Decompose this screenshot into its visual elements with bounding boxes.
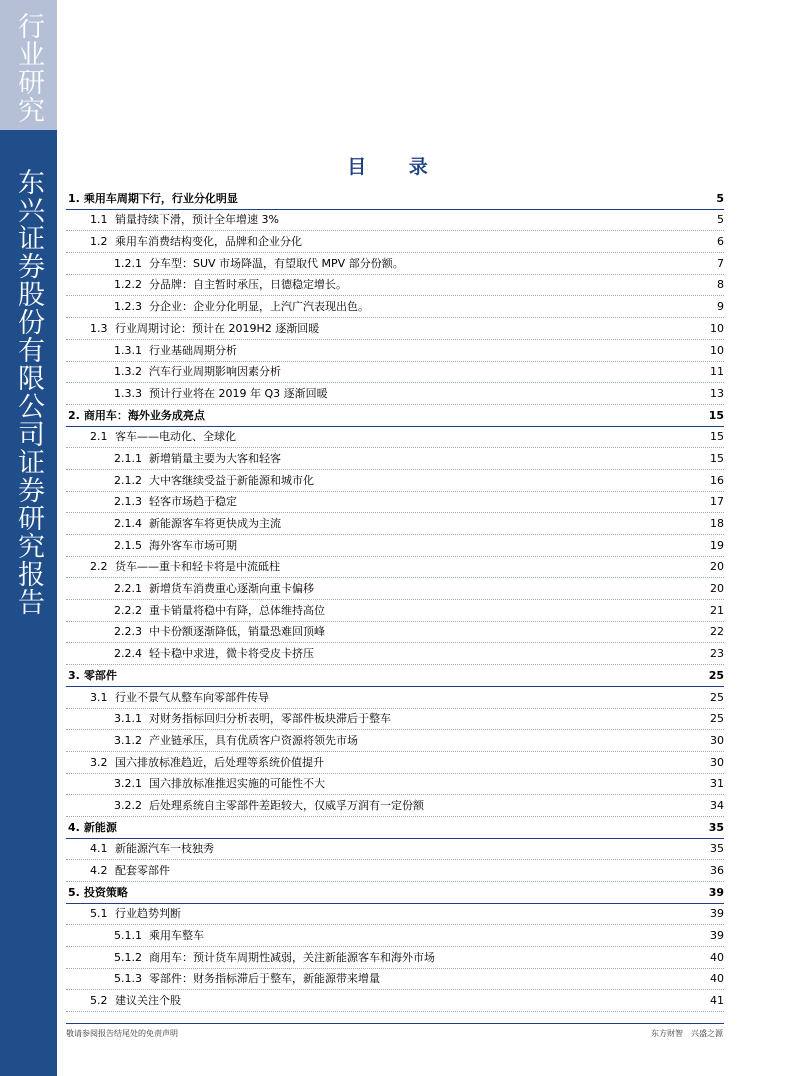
- toc-entry[interactable]: [66, 709, 724, 731]
- toc-entry-number: 2.2.2: [114, 603, 142, 617]
- toc-entry[interactable]: [66, 817, 724, 839]
- toc-entry[interactable]: [66, 492, 724, 514]
- toc-entry-page: 17: [710, 495, 724, 509]
- toc-entry[interactable]: [66, 600, 724, 622]
- toc-entry-number: 2.1.1: [114, 451, 142, 465]
- toc-entry[interactable]: [66, 990, 724, 1012]
- toc-entry-text: 新增货车消费重心逐渐向重卡偏移: [149, 582, 314, 596]
- toc-entry[interactable]: [66, 340, 724, 362]
- toc-entry-text: 行业趋势判断: [115, 907, 181, 921]
- toc-entry-number: 4.1: [90, 842, 108, 856]
- toc-entry-text: 后处理系统自主零部件差距较大，仅威孚万润有一定份额: [149, 798, 424, 812]
- toc-entry-page: 34: [710, 798, 724, 812]
- toc-entry-page: 20: [710, 560, 724, 574]
- toc-entry-number: 5.2: [90, 994, 108, 1008]
- toc-entry-number: 2.2.1: [114, 582, 142, 596]
- toc-entry[interactable]: [66, 210, 724, 232]
- toc-entry-number: 2.1.5: [114, 538, 142, 552]
- toc-entry-text: 中卡份额逐渐降低，销量恐难回顶峰: [149, 625, 325, 639]
- toc-entry-page: 39: [710, 907, 724, 921]
- toc-entry-page: 25: [710, 712, 724, 726]
- toc-entry-text: 销量持续下滑，预计全年增速 3%: [115, 213, 279, 227]
- toc-entry-page: 13: [710, 386, 724, 400]
- toc-entry[interactable]: [66, 296, 724, 318]
- toc-entry-page: 31: [710, 777, 724, 791]
- toc-entry-number: 2.: [68, 408, 80, 422]
- toc-entry-page: 41: [710, 994, 724, 1008]
- toc-entry-page: 22: [710, 625, 724, 639]
- toc-entry-page: 5: [716, 191, 724, 205]
- toc-entry[interactable]: [66, 405, 724, 427]
- toc-entry-number: 1.: [68, 191, 80, 205]
- toc-entry-page: 40: [710, 950, 724, 964]
- toc-entry[interactable]: [66, 882, 724, 904]
- toc-entry-number: 3.2.1: [114, 777, 142, 791]
- toc-entry-page: 39: [710, 929, 724, 943]
- toc-entry-page: 36: [710, 864, 724, 877]
- toc-entry-number: 2.2: [90, 560, 108, 574]
- toc-entry-number: 2.2.3: [114, 625, 142, 639]
- toc-entry[interactable]: [66, 188, 724, 210]
- toc-entry[interactable]: [66, 362, 724, 384]
- toc-entry-text: 乘用车整车: [149, 929, 204, 943]
- toc-entry-text: 投资策略: [83, 885, 128, 899]
- toc-entry-page: 10: [710, 321, 724, 335]
- toc-entry-text: 新能源客车将更快成为主流: [149, 517, 281, 530]
- toc-entry[interactable]: [66, 383, 724, 405]
- page-title: 目 录: [347, 156, 446, 178]
- toc-entry[interactable]: [66, 448, 724, 470]
- toc-entry-page: 23: [710, 647, 724, 661]
- toc-entry-number: 1.3: [90, 321, 108, 335]
- table-of-contents: [66, 188, 724, 1012]
- toc-entry-page: 21: [710, 603, 724, 617]
- toc-entry[interactable]: [66, 795, 724, 817]
- toc-entry-page: 19: [710, 538, 724, 552]
- toc-entry[interactable]: [66, 969, 724, 991]
- sidebar-bottom-label: 东兴证券股份有限公司证券研究报告: [13, 168, 44, 616]
- sidebar-top-label: 行业研究: [13, 12, 44, 124]
- toc-entry-page: 9: [717, 300, 724, 314]
- toc-entry[interactable]: [66, 318, 724, 340]
- toc-entry-text: 国六排放标准推迟实施的可能性不大: [149, 777, 325, 791]
- toc-entry[interactable]: [66, 557, 724, 579]
- toc-entry[interactable]: [66, 470, 724, 492]
- toc-entry-number: 1.2.1: [114, 256, 142, 270]
- toc-entry-number: 3.1: [90, 690, 108, 704]
- toc-entry[interactable]: [66, 947, 724, 969]
- toc-entry[interactable]: [66, 643, 724, 665]
- toc-entry-number: 2.1.3: [114, 495, 142, 509]
- toc-entry-page: 35: [708, 820, 724, 834]
- toc-entry-number: 1.2: [90, 235, 108, 249]
- toc-entry-page: 30: [710, 733, 724, 747]
- toc-entry-page: 15: [708, 408, 724, 422]
- toc-entry-page: 15: [710, 451, 724, 465]
- toc-entry[interactable]: [66, 730, 724, 752]
- toc-entry-text: 零部件: [83, 668, 117, 682]
- toc-entry-page: 25: [710, 690, 724, 704]
- toc-entry-text: 对财务指标回归分析表明，零部件板块滞后于整车: [149, 712, 391, 726]
- toc-entry-number: 3.2.2: [114, 798, 142, 812]
- toc-entry-number: 1.3.1: [114, 343, 142, 357]
- toc-entry-page: 16: [710, 473, 724, 487]
- toc-entry-text: 新增销量主要为大客和轻客: [149, 451, 281, 465]
- toc-entry-page: 8: [717, 278, 724, 292]
- toc-entry-number: 4.: [68, 820, 80, 834]
- toc-entry-number: 5.1.1: [114, 929, 142, 943]
- toc-entry[interactable]: [66, 513, 724, 535]
- toc-entry-text: 货车——重卡和轻卡将是中流砥柱: [115, 560, 280, 574]
- toc-entry[interactable]: [66, 622, 724, 644]
- toc-entry-text: 行业周期讨论：预计在 2019H2 逐渐回暖: [115, 321, 320, 335]
- toc-entry-page: 11: [710, 365, 724, 379]
- toc-entry-number: 2.2.4: [114, 647, 142, 661]
- toc-entry-text: 汽车行业周期影响因素分析: [149, 365, 281, 379]
- toc-entry[interactable]: [66, 231, 724, 253]
- toc-entry-page: 18: [710, 517, 724, 530]
- toc-entry-text: 乘用车周期下行，行业分化明显: [83, 191, 238, 205]
- toc-entry-text: 乘用车消费结构变化，品牌和企业分化: [115, 235, 302, 249]
- toc-entry-number: 1.1: [90, 213, 108, 227]
- toc-entry-page: 30: [710, 755, 724, 769]
- toc-entry-page: 5: [717, 213, 724, 227]
- toc-entry[interactable]: [66, 578, 724, 600]
- toc-entry-text: 新能源: [83, 820, 117, 834]
- sidebar-bottom-band: [0, 130, 57, 1076]
- toc-entry[interactable]: [66, 925, 724, 947]
- toc-entry-number: 3.2: [90, 755, 108, 769]
- toc-entry-text: 轻卡稳中求进，微卡将受皮卡挤压: [149, 647, 314, 661]
- toc-entry-number: 5.1.2: [114, 950, 142, 964]
- toc-entry[interactable]: [66, 774, 724, 796]
- toc-entry-text: 配套零部件: [115, 864, 170, 877]
- toc-entry-text: 商用车：海外业务成亮点: [83, 408, 205, 422]
- toc-entry-text: 重卡销量将稳中有降，总体维持高位: [149, 603, 325, 617]
- toc-entry[interactable]: [66, 665, 724, 687]
- toc-entry-text: 大中客继续受益于新能源和城市化: [149, 473, 314, 487]
- toc-entry-text: 海外客车市场可期: [149, 538, 237, 552]
- toc-entry-number: 1.2.3: [114, 300, 142, 314]
- toc-entry-text: 分企业：企业分化明显，上汽广汽表现出色。: [149, 300, 369, 314]
- toc-entry-number: 1.3.2: [114, 365, 142, 379]
- footer-divider: [66, 1023, 724, 1024]
- toc-entry[interactable]: [66, 535, 724, 557]
- toc-entry-text: 国六排放标准趋近，后处理等系统价值提升: [115, 755, 324, 769]
- toc-entry-page: 40: [710, 972, 724, 986]
- toc-entry-page: 15: [710, 430, 724, 444]
- toc-entry-number: 3.1.1: [114, 712, 142, 726]
- toc-entry-number: 2.1.2: [114, 473, 142, 487]
- toc-entry-number: 3.1.2: [114, 733, 142, 747]
- toc-entry-number: 3.: [68, 668, 80, 682]
- toc-entry-number: 1.2.2: [114, 278, 142, 292]
- toc-entry-text: 预计行业将在 2019 年 Q3 逐渐回暖: [149, 386, 328, 400]
- toc-entry-number: 4.2: [90, 864, 108, 877]
- toc-entry-number: 5.: [68, 885, 80, 899]
- toc-entry-text: 行业不景气从整车向零部件传导: [115, 690, 269, 704]
- toc-entry[interactable]: [66, 427, 724, 449]
- toc-entry-page: 6: [717, 235, 724, 249]
- toc-entry[interactable]: [66, 904, 724, 926]
- toc-entry-text: 分品牌：自主暂时承压，日德稳定增长。: [149, 278, 347, 292]
- toc-entry-number: 5.1.3: [114, 972, 142, 986]
- toc-entry-text: 商用车：预计货车周期性减弱，关注新能源客车和海外市场: [149, 950, 435, 964]
- toc-entry-text: 分车型：SUV 市场降温，有望取代 MPV 部分份额。: [149, 256, 404, 270]
- toc-entry[interactable]: [66, 275, 724, 297]
- toc-entry-page: 25: [708, 668, 724, 682]
- toc-entry-page: 35: [710, 842, 724, 856]
- toc-entry[interactable]: [66, 860, 724, 882]
- toc-entry-number: 1.3.3: [114, 386, 142, 400]
- toc-entry-number: 2.1.4: [114, 517, 142, 530]
- footer-disclaimer: 敬请参阅报告结尾处的免责声明: [66, 1029, 178, 1038]
- toc-entry-number: 2.1: [90, 430, 108, 444]
- footer-brand: 东方财智 兴盛之源: [651, 1029, 723, 1038]
- toc-entry-text: 零部件：财务指标滞后于整车，新能源带来增量: [149, 972, 380, 986]
- toc-entry-text: 轻客市场趋于稳定: [149, 495, 237, 509]
- toc-entry-text: 行业基础周期分析: [149, 343, 237, 357]
- toc-entry[interactable]: [66, 839, 724, 861]
- toc-entry[interactable]: [66, 687, 724, 709]
- toc-entry-page: 20: [710, 582, 724, 596]
- toc-entry[interactable]: [66, 253, 724, 275]
- toc-entry-number: 5.1: [90, 907, 108, 921]
- toc-entry-text: 产业链承压，具有优质客户资源将领先市场: [149, 733, 358, 747]
- toc-entry-text: 建议关注个股: [115, 994, 181, 1008]
- toc-entry-text: 新能源汽车一枝独秀: [115, 842, 214, 856]
- toc-entry-page: 39: [708, 885, 724, 899]
- toc-entry[interactable]: [66, 752, 724, 774]
- toc-entry-text: 客车——电动化、全球化: [115, 430, 236, 444]
- toc-entry-page: 10: [710, 343, 724, 357]
- sidebar-top-band: [0, 0, 57, 130]
- toc-entry-page: 7: [717, 256, 724, 270]
